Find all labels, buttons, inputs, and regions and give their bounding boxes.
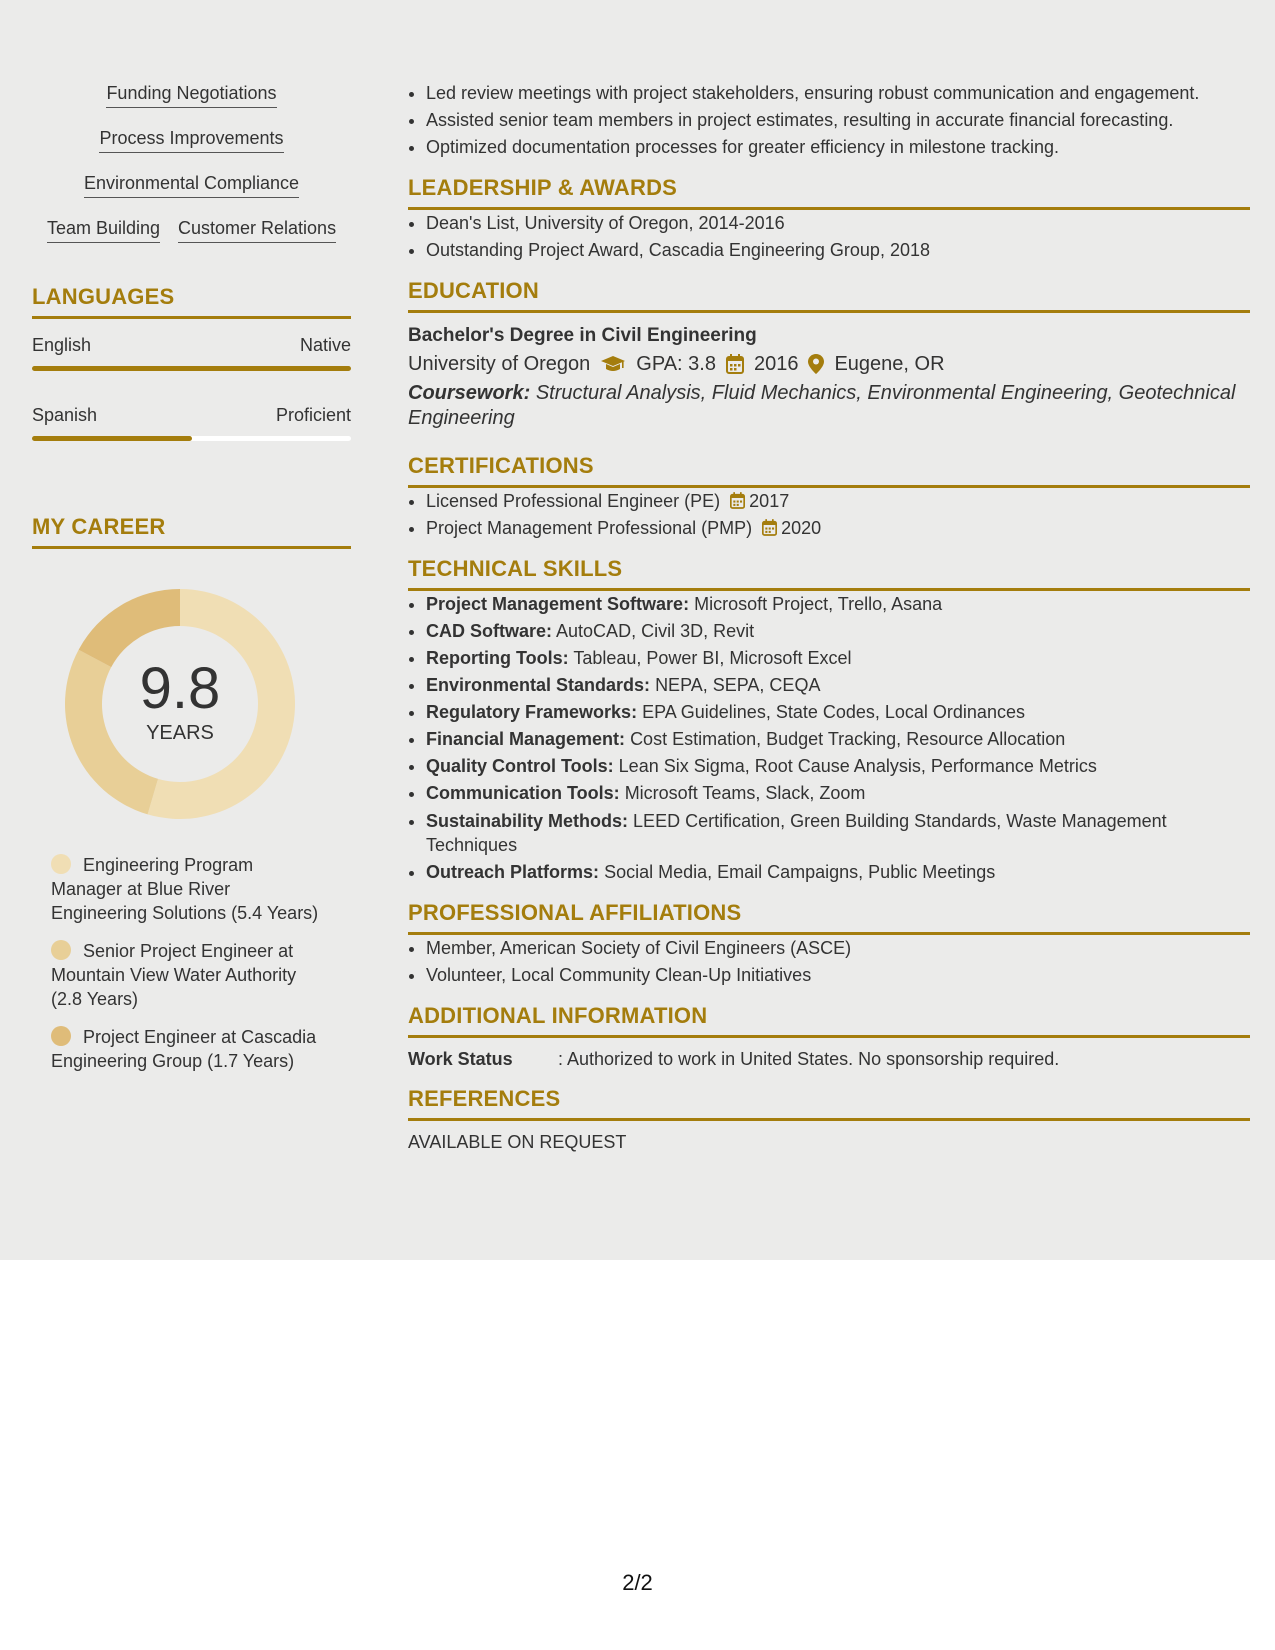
technical-skill-item <box>426 699 1250 726</box>
career-legend-item <box>51 853 321 925</box>
skill-label: Reporting Tools: <box>426 648 569 668</box>
work-status-row <box>408 1048 1250 1070</box>
leadership-heading: LEADERSHIP & AWARDS <box>408 175 1250 210</box>
career-donut-chart <box>65 589 295 819</box>
degree-title: Bachelor's Degree in Civil Engineering <box>408 325 757 346</box>
skill-label: Outreach Platforms: <box>426 862 600 882</box>
skill-value: EPA Guidelines, State Codes, Local Ordinances <box>642 702 1025 722</box>
language-bar-fill <box>32 366 351 371</box>
leadership-list <box>408 210 1250 264</box>
technical-skill-item <box>426 672 1250 699</box>
calendar-icon <box>726 354 744 374</box>
skill-value: Microsoft Teams, Slack, Zoom <box>624 783 866 803</box>
coursework-text: Structural Analysis, Fluid Mechanics, Environmental Engineering, Geotechnical Engineering <box>408 382 1236 429</box>
language-item <box>32 334 351 371</box>
affiliations-list <box>408 935 1250 989</box>
legend-dot <box>51 854 71 874</box>
career-legend-item <box>51 939 321 1011</box>
career-legend-text: Engineering Program Manager at Blue River Engineering Solutions (5.4 Years) <box>51 855 319 923</box>
skill-label: Project Management Software: <box>426 594 690 614</box>
coursework <box>408 381 1250 431</box>
certification-name: Project Management Professional (PMP) <box>426 518 753 538</box>
certifications-list <box>408 488 1250 542</box>
leadership-item: • Outstanding Project Award, Cascadia Engineering Group, 2018 <box>426 237 1250 264</box>
career-heading: MY CAREER <box>32 514 351 549</box>
career-legend-text: Senior Project Engineer at Mountain View Water Authority (2.8 Years) <box>51 941 297 1009</box>
language-name: English <box>32 335 92 355</box>
legend-dot <box>51 1026 71 1046</box>
certification-year: 2017 <box>749 491 790 511</box>
career-total: 9.8 <box>139 655 221 721</box>
certification-name: Licensed Professional Engineer (PE) <box>426 491 721 511</box>
technical-skill-item <box>426 591 1250 618</box>
skill-tag: Environmental Compliance <box>84 172 299 198</box>
technical-skill-item <box>426 780 1250 807</box>
experience-bullet: • Optimized documentation processes for greater efficiency in milestone tracking. <box>426 134 1250 161</box>
skill-label: Regulatory Frameworks: <box>426 702 638 722</box>
certification-year: 2020 <box>781 518 822 538</box>
technical-skills-list <box>408 591 1250 886</box>
graduation-cap-icon <box>600 355 626 373</box>
experience-bullet: • Assisted senior team members in project estimates, resulting in accurate financial forecasting. <box>426 107 1250 134</box>
certification-item <box>426 515 1250 542</box>
calendar-icon <box>730 492 745 509</box>
gpa: GPA: 3.8 <box>636 353 716 375</box>
page-number: 2/2 <box>622 1570 653 1595</box>
career-legend-item <box>51 1025 321 1073</box>
skill-label: Communication Tools: <box>426 783 620 803</box>
technical-skill-item <box>426 807 1250 859</box>
affiliation-item: • Volunteer, Local Community Clean-Up Initiatives <box>426 962 1250 989</box>
language-level: Proficient <box>275 405 351 425</box>
skill-value: Lean Six Sigma, Root Cause Analysis, Performance Metrics <box>618 756 1097 776</box>
coursework-label: Coursework: <box>408 382 531 404</box>
skill-tag: Funding Negotiations <box>106 82 276 108</box>
language-name: Spanish <box>32 405 98 425</box>
education-meta <box>408 349 1250 379</box>
language-bar-fill <box>32 436 192 441</box>
school-name: University of Oregon <box>408 353 591 375</box>
additional-info-heading: ADDITIONAL INFORMATION <box>408 1003 1250 1038</box>
skill-label: CAD Software: <box>426 621 553 641</box>
experience-bullet: • Led review meetings with project stakeholders, ensuring robust communication and engagement. <box>426 80 1250 107</box>
career-legend-text: Project Engineer at Cascadia Engineering Group (1.7 Years) <box>51 1027 317 1071</box>
skill-value: Cost Estimation, Budget Tracking, Resource Allocation <box>630 729 1066 749</box>
references-heading: REFERENCES <box>408 1086 1250 1121</box>
skill-value: Social Media, Email Campaigns, Public Meetings <box>604 862 996 882</box>
technical-skill-item <box>426 726 1250 753</box>
skill-value: LEED Certification, Green Building Standards, Waste Management Techniques <box>426 811 1167 855</box>
skill-label: Quality Control Tools: <box>426 756 614 776</box>
technical-skill-item <box>426 859 1250 886</box>
languages-heading: LANGUAGES <box>32 284 351 319</box>
references-text: AVAILABLE ON REQUEST <box>408 1132 627 1152</box>
technical-skill-item <box>426 618 1250 645</box>
certifications-heading: CERTIFICATIONS <box>408 453 1250 488</box>
experience-bullets <box>408 80 1250 161</box>
technical-skills-heading: TECHNICAL SKILLS <box>408 556 1250 591</box>
language-bar <box>32 366 351 371</box>
leadership-item: • Dean's List, University of Oregon, 2014-2016 <box>426 210 1250 237</box>
location-pin-icon <box>808 354 824 374</box>
skill-tag: Team Building <box>47 217 160 243</box>
education-location: Eugene, OR <box>834 353 945 375</box>
language-level: Native <box>299 335 351 355</box>
career-legend <box>32 853 321 1073</box>
technical-skill-item <box>426 645 1250 672</box>
skill-tag: Customer Relations <box>178 217 336 243</box>
skill-value: AutoCAD, Civil 3D, Revit <box>556 621 755 641</box>
legend-dot <box>51 940 71 960</box>
language-bar <box>32 436 351 441</box>
skill-label: Financial Management: <box>426 729 626 749</box>
certification-item <box>426 488 1250 515</box>
skill-tag: Process Improvements <box>99 127 283 153</box>
calendar-icon <box>762 519 777 536</box>
career-unit: YEARS <box>146 721 214 744</box>
left-column <box>32 82 351 1087</box>
graduation-year: 2016 <box>753 353 799 375</box>
skill-label: Environmental Standards: <box>426 675 651 695</box>
affiliation-item: • Member, American Society of Civil Engineers (ASCE) <box>426 935 1250 962</box>
skill-value: NEPA, SEPA, CEQA <box>655 675 821 695</box>
language-item <box>32 404 351 441</box>
skill-value: Microsoft Project, Trello, Asana <box>694 594 943 614</box>
work-status-label: Work Status <box>408 1049 513 1069</box>
education-heading: EDUCATION <box>408 278 1250 313</box>
right-column <box>408 80 1250 1153</box>
skill-value: Tableau, Power BI, Microsoft Excel <box>573 648 852 668</box>
technical-skill-item <box>426 753 1250 780</box>
affiliations-heading: PROFESSIONAL AFFILIATIONS <box>408 900 1250 935</box>
work-status-value: : Authorized to work in United States. No sponsorship required. <box>558 1049 1060 1069</box>
skill-label: Sustainability Methods: <box>426 811 629 831</box>
skills-tags <box>32 82 351 262</box>
